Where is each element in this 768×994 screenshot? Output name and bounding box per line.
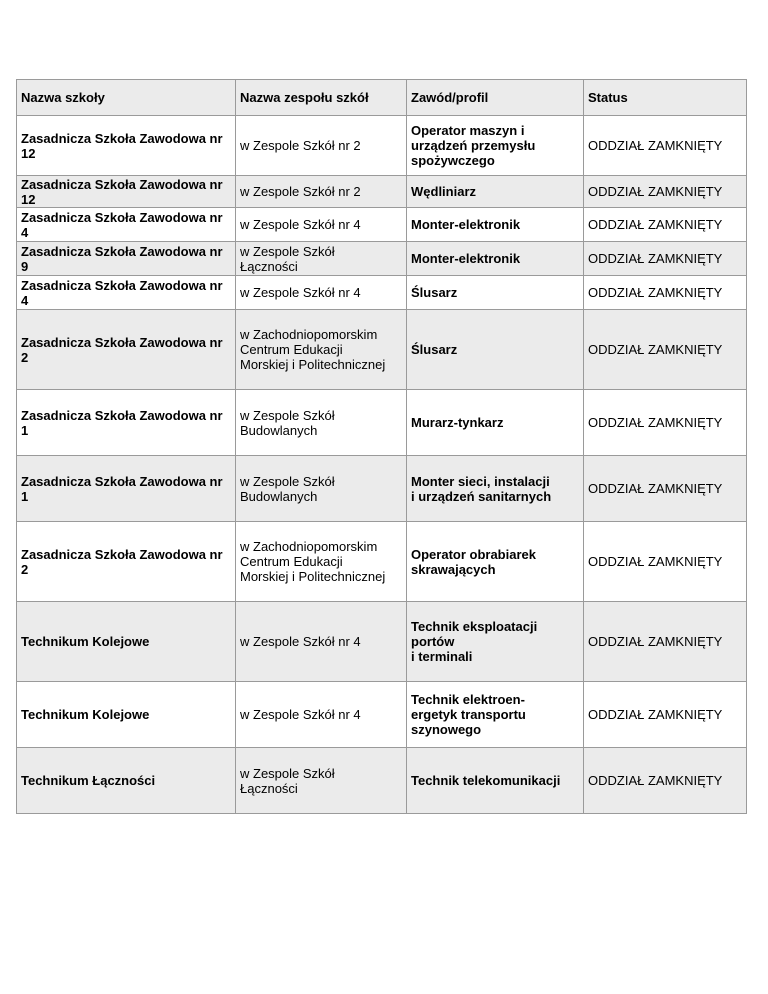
school-name-cell: Zasadnicza Szkoła Zawodowa nr 2 [17,310,236,390]
school-name-cell: Zasadnicza Szkoła Zawodowa nr 4 [17,208,236,242]
table-row [17,116,747,176]
status-cell: ODDZIAŁ ZAMKNIĘTY [584,176,747,208]
table-row [17,522,747,602]
school-name-cell: Technikum Łączności [17,748,236,814]
header-complex-name: Nazwa zespołu szkół [236,80,407,116]
profession-cell: Technik telekomunikacji [407,748,584,814]
status-cell: ODDZIAŁ ZAMKNIĘTY [584,242,747,276]
complex-name-cell: w Zachodniopomorskim Centrum Edukacji Morskiej i Politechnicznej [236,310,407,390]
table-header-row [17,80,747,116]
table-row [17,310,747,390]
school-name-cell: Zasadnicza Szkoła Zawodowa nr 1 [17,390,236,456]
status-cell: ODDZIAŁ ZAMKNIĘTY [584,116,747,176]
profession-cell: Wędliniarz [407,176,584,208]
status-cell: ODDZIAŁ ZAMKNIĘTY [584,456,747,522]
status-cell: ODDZIAŁ ZAMKNIĘTY [584,522,747,602]
complex-name-cell: w Zachodniopomorskim Centrum Edukacji Morskiej i Politechnicznej [236,522,407,602]
profession-cell: Murarz-tynkarz [407,390,584,456]
school-name-cell: Zasadnicza Szkoła Zawodowa nr 2 [17,522,236,602]
table-row [17,276,747,310]
table-row [17,682,747,748]
school-name-cell: Technikum Kolejowe [17,602,236,682]
profession-cell: Monter-elektronik [407,242,584,276]
school-name-cell: Zasadnicza Szkoła Zawodowa nr 12 [17,176,236,208]
profession-cell: Technik eksploatacji portów i terminali [407,602,584,682]
table-row [17,208,747,242]
school-name-cell: Zasadnicza Szkoła Zawodowa nr 12 [17,116,236,176]
table-row [17,602,747,682]
status-cell: ODDZIAŁ ZAMKNIĘTY [584,390,747,456]
table-row [17,456,747,522]
status-cell: ODDZIAŁ ZAMKNIĘTY [584,276,747,310]
status-cell: ODDZIAŁ ZAMKNIĘTY [584,602,747,682]
complex-name-cell: w Zespole Szkół Budowlanych [236,390,407,456]
complex-name-cell: w Zespole Szkół Budowlanych [236,456,407,522]
schools-table [16,79,747,814]
table-row [17,390,747,456]
profession-cell: Operator maszyn i urządzeń przemysłu spożywczego [407,116,584,176]
school-name-cell: Zasadnicza Szkoła Zawodowa nr 1 [17,456,236,522]
profession-cell: Ślusarz [407,276,584,310]
profession-cell: Technik elektroen- ergetyk transportu szynowego [407,682,584,748]
header-school-name: Nazwa szkoły [17,80,236,116]
complex-name-cell: w Zespole Szkół nr 4 [236,208,407,242]
complex-name-cell: w Zespole Szkół nr 2 [236,176,407,208]
status-cell: ODDZIAŁ ZAMKNIĘTY [584,208,747,242]
status-cell: ODDZIAŁ ZAMKNIĘTY [584,682,747,748]
table-row [17,176,747,208]
table-row [17,242,747,276]
header-status: Status [584,80,747,116]
complex-name-cell: w Zespole Szkół nr 4 [236,602,407,682]
profession-cell: Ślusarz [407,310,584,390]
complex-name-cell: w Zespole Szkół Łączności [236,748,407,814]
profession-cell: Monter-elektronik [407,208,584,242]
profession-cell: Monter sieci, instalacji i urządzeń sanitarnych [407,456,584,522]
status-cell: ODDZIAŁ ZAMKNIĘTY [584,748,747,814]
profession-cell: Operator obrabiarek skrawających [407,522,584,602]
school-name-cell: Zasadnicza Szkoła Zawodowa nr 9 [17,242,236,276]
complex-name-cell: w Zespole Szkół nr 2 [236,116,407,176]
header-profession: Zawód/profil [407,80,584,116]
school-name-cell: Zasadnicza Szkoła Zawodowa nr 4 [17,276,236,310]
complex-name-cell: w Zespole Szkół Łączności [236,242,407,276]
table-row [17,748,747,814]
school-name-cell: Technikum Kolejowe [17,682,236,748]
status-cell: ODDZIAŁ ZAMKNIĘTY [584,310,747,390]
complex-name-cell: w Zespole Szkół nr 4 [236,276,407,310]
complex-name-cell: w Zespole Szkół nr 4 [236,682,407,748]
